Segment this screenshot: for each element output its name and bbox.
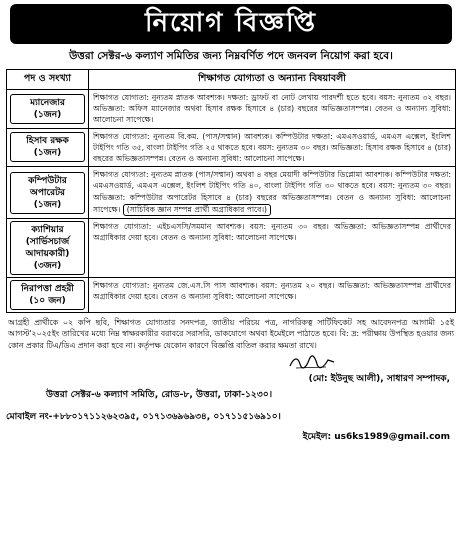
table-row [7,277,456,312]
page-title: নিয়োগ বিজ্ঞপ্তি [10,4,452,44]
post-description: শিক্ষাগত যোগ্যতা: নুন্যতম স্নাতক (পাস/সম্মান) অথবা ৪ বছর মেয়াদী কম্পিউটার ডিপ্লোমা আবশ্যক। কম্পিউটার দক্ষতা: এমএসওয়ার্ড, এমএস এক্সেল, ইংলিশ টাইপিং গতি ৪০, বাংলা টাইপিং গতি ৩০ থাকতে হবে। বয়স: নুন্যতম ৩০ বছর। অভিজ্ঞতা: কম্পিউটার অপারেটর হিসাবে ৪ (চার) বছরের অভিজ্ঞতাসম্পন্ন। বেতন ও অন্যান্য সুবিধা: আলোচনা সাপেক্ষে। [93,170,451,214]
email-address[interactable]: ইমেইল: us6ks1989@gmail.com [302,432,450,443]
post-description: শিক্ষাগত যোগ্যতা: নুন্যতম স্নাতক আবশ্যক। দক্ষতা: ড্রাফট বা নোট লেখায় পারদর্শী হতে হবে। বয়স: নুন্যতম ৩২ বছর। অভিজ্ঞতা: অফিস ম্যানেজার অথবা হিসাব রক্ষক হিসাবে ৪ (চার) বছরের অভিজ্ঞতাসম্পন্ন। বেতন ও অন্যান্য সুবিধা: আলোচনা সাপেক্ষে। [89,90,456,129]
table-header-row [7,70,456,90]
post-label-box [10,132,85,162]
signature-block [6,351,456,463]
post-label-box [10,94,85,124]
organization-address: উত্তরা সেক্টর-৬ কল্যাণ সমিতি, রোড-৮, উত্তরা, ঢাকা-১২৩০। [46,389,273,401]
post-description: শিক্ষাগত যোগ্যতা: নুন্যতম বি.কম. (পাস/সম্মান) আবশ্যক। কম্পিউটার দক্ষতা: এমএসওয়ার্ড, এমএস এক্সেল, ইংলিশ টাইপিং গতি ৩৫, বাংলা টাইপিং গতি ২৫ থাকতে হবে। বয়স: নুন্যতম ৩০ বছর। অভিজ্ঞতা: হিসাব রক্ষক হিসাবে ৪ (চার) বছরের অভিজ্ঞতাসম্পন্ন। বেতন ও অন্যান্য সুবিধা: আলোচনা সাপেক্ষে। [89,128,456,167]
post-name: ক্যাশিয়ার (সার্ভিসচার্জ আদায়কারী) [25,224,70,259]
table-row [7,167,456,219]
column-header-description: শিক্ষাগত যোগ্যতা ও অন্যান্য বিষয়াবলী [89,70,456,90]
post-count: (১জন) [33,199,62,210]
signer-name: (মো: ইউনুছ আলী), সাধারণ সম্পাদক, [308,374,450,385]
column-header-post: পদ ও সংখ্যা [7,70,89,90]
post-count: (১জন) [33,109,62,120]
post-description-cell [89,167,456,219]
post-count: (৩জন) [33,260,62,271]
post-label-box [10,172,85,214]
post-cell [7,128,89,167]
post-cell [7,277,89,312]
table-row [7,128,456,167]
post-label-box [10,221,85,275]
post-count: (১০ জন) [29,295,66,306]
post-cell [7,218,89,277]
mobile-numbers: মোবাইল নং-+৮৮০১৭১১২৬২৩৯৫, ০১৭১৩৬৯৬৯৩৪, ০১৭১১৫১৬৯১০। [6,412,281,423]
post-count: (১জন) [33,148,62,159]
post-cell [7,90,89,129]
post-label-box [10,280,85,310]
post-name: কম্পিউটার অপারেটর [28,175,67,198]
application-instructions: আগ্রহী প্রার্থীকে ০২ কপি ছবি, শিক্ষাগত যোগ্যতার সনদপত্র, জাতীয় পরিচয় পত্র, নাগরিকত্ব সার্টিফিকেট সহ আবেদনপত্র আগামী ১৫ই আগস্ট'২০২৫ইং তারিখের মধ্যে নিম্ন স্বাক্ষরকারীর বরাবরে সরাসরি, ডাকযোগে অথবা ইমেইলে পাঠাতে হবে। বি: দ্র: পরীক্ষায় উপস্থিত হওয়ার জন্য কোন প্রকার টিএ/ডিএ প্রদান করা হবে না। কর্তৃপক্ষ যেকোন কারণে বিজ্ঞপ্তি বাতিল করার ক্ষমতা রাখে। [8,317,454,350]
post-name: ম্যানেজার [30,97,65,108]
post-description: শিক্ষাগত যোগ্যতা: নুন্যতম জে.এস.সি পাস আবশ্যক। বয়স: নুন্যতম ২০ বছর। অভিজ্ঞতা: অভিজ্ঞতাসম্পন্ন প্রার্থীদের অগ্রাধিকার দেয়া হবে। বেতন ও অন্যান্য সুবিধা: আলোচনা সাপেক্ষে। [89,277,456,312]
table-row [7,90,456,129]
post-description: শিক্ষাগত যোগ্যতা: এইচএসসি/সমমান আবশ্যক। বয়স: নুন্যতম ৩০ বছর। অভিজ্ঞতা: অভিজ্ঞতাসম্পন্ন প্রার্থীদের অগ্রাধিকার দেয়া হবে। বেতন ও অন্যান্য সুবিধা: আলোচনা সাপেক্ষে। [89,218,456,277]
preference-note: (সাচিবিক জ্ঞান সম্পন্ন প্রার্থী অগ্রাধিকার পাবে।) [123,204,271,216]
signature-image [288,353,336,371]
intro-text: উত্তরা সেক্টর-৬ কল্যাণ সমিতির জন্য নিম্নবর্ণিত পদে জনবল নিয়োগ করা হবে। [69,50,393,62]
post-name: হিসাব রক্ষক [26,136,69,147]
post-name: নিরাপত্তা প্রহরী [21,283,74,294]
table-row [7,218,456,277]
job-table [6,69,456,313]
post-cell [7,167,89,219]
